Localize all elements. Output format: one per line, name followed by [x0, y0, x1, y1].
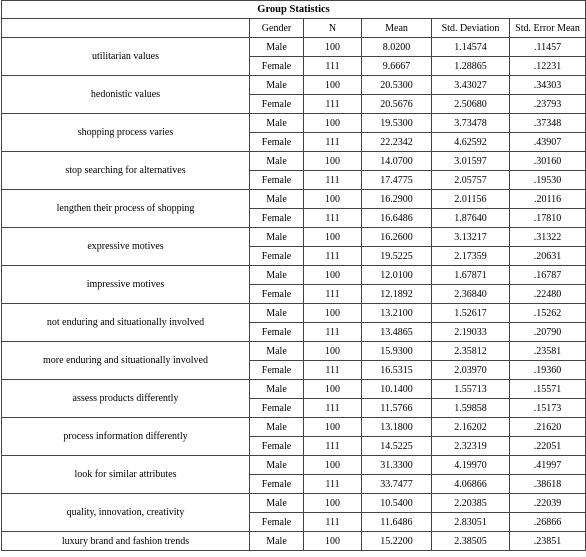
mean-cell: 19.5300 [362, 114, 432, 133]
table-row [2, 380, 586, 399]
gender-cell: Female [250, 95, 304, 114]
gender-cell: Male [250, 342, 304, 361]
std-error-mean-cell: .16787 [510, 266, 586, 285]
table-row [2, 76, 586, 95]
n-cell: 100 [304, 152, 362, 171]
variable-label: look for similar attributes [2, 456, 250, 494]
mean-cell: 10.1400 [362, 380, 432, 399]
mean-cell: 9.6667 [362, 57, 432, 76]
std-error-mean-cell: .22480 [510, 285, 586, 304]
mean-cell: 16.6486 [362, 209, 432, 228]
header-std-error-mean: Std. Error Mean [510, 19, 586, 38]
n-cell: 100 [304, 380, 362, 399]
gender-cell: Male [250, 418, 304, 437]
header-std-deviation: Std. Deviation [432, 19, 510, 38]
mean-cell: 20.5300 [362, 76, 432, 95]
header-variable [2, 19, 250, 38]
std-deviation-cell: 2.83051 [432, 513, 510, 532]
gender-cell: Male [250, 380, 304, 399]
mean-cell: 13.4865 [362, 323, 432, 342]
std-deviation-cell: 1.28865 [432, 57, 510, 76]
n-cell: 111 [304, 323, 362, 342]
gender-cell: Male [250, 304, 304, 323]
std-deviation-cell: 1.59858 [432, 399, 510, 418]
n-cell: 111 [304, 57, 362, 76]
n-cell: 111 [304, 437, 362, 456]
std-deviation-cell: 1.55713 [432, 380, 510, 399]
table-row [2, 190, 586, 209]
std-error-mean-cell: .34303 [510, 76, 586, 95]
n-cell: 111 [304, 171, 362, 190]
mean-cell: 14.5225 [362, 437, 432, 456]
gender-cell: Female [250, 285, 304, 304]
std-deviation-cell: 2.38505 [432, 532, 510, 551]
gender-cell: Female [250, 323, 304, 342]
std-error-mean-cell: .19530 [510, 171, 586, 190]
std-deviation-cell: 3.13217 [432, 228, 510, 247]
n-cell: 100 [304, 456, 362, 475]
std-error-mean-cell: .31322 [510, 228, 586, 247]
gender-cell: Male [250, 494, 304, 513]
std-error-mean-cell: .11457 [510, 38, 586, 57]
variable-label: impressive motives [2, 266, 250, 304]
variable-label: not enduring and situationally involved [2, 304, 250, 342]
table-row [2, 304, 586, 323]
n-cell: 100 [304, 228, 362, 247]
table-row [2, 342, 586, 361]
mean-cell: 14.0700 [362, 152, 432, 171]
variable-label: quality, innovation, creativity [2, 494, 250, 532]
mean-cell: 16.2900 [362, 190, 432, 209]
n-cell: 100 [304, 114, 362, 133]
mean-cell: 13.1800 [362, 418, 432, 437]
std-deviation-cell: 2.36840 [432, 285, 510, 304]
n-cell: 100 [304, 266, 362, 285]
n-cell: 100 [304, 190, 362, 209]
n-cell: 111 [304, 513, 362, 532]
variable-label: process information differently [2, 418, 250, 456]
std-error-mean-cell: .15173 [510, 399, 586, 418]
gender-cell: Female [250, 57, 304, 76]
n-cell: 100 [304, 76, 362, 95]
n-cell: 100 [304, 418, 362, 437]
mean-cell: 16.5315 [362, 361, 432, 380]
gender-cell: Male [250, 228, 304, 247]
variable-label: lengthen their process of shopping [2, 190, 250, 228]
std-deviation-cell: 2.16202 [432, 418, 510, 437]
table-row [2, 228, 586, 247]
mean-cell: 12.1892 [362, 285, 432, 304]
gender-cell: Male [250, 456, 304, 475]
std-deviation-cell: 2.17359 [432, 247, 510, 266]
std-deviation-cell: 2.20385 [432, 494, 510, 513]
std-deviation-cell: 1.52617 [432, 304, 510, 323]
std-error-mean-cell: .15262 [510, 304, 586, 323]
mean-cell: 15.2200 [362, 532, 432, 551]
std-error-mean-cell: .22051 [510, 437, 586, 456]
table-row [2, 152, 586, 171]
std-deviation-cell: 2.01156 [432, 190, 510, 209]
std-error-mean-cell: .26866 [510, 513, 586, 532]
std-deviation-cell: 3.43027 [432, 76, 510, 95]
std-deviation-cell: 3.01597 [432, 152, 510, 171]
mean-cell: 19.5225 [362, 247, 432, 266]
std-error-mean-cell: .30160 [510, 152, 586, 171]
gender-cell: Male [250, 532, 304, 551]
mean-cell: 8.0200 [362, 38, 432, 57]
n-cell: 111 [304, 285, 362, 304]
variable-label: utilitarian values [2, 38, 250, 76]
gender-cell: Male [250, 38, 304, 57]
mean-cell: 22.2342 [362, 133, 432, 152]
n-cell: 111 [304, 133, 362, 152]
table-row [2, 494, 586, 513]
variable-label: hedonistic values [2, 76, 250, 114]
gender-cell: Male [250, 190, 304, 209]
gender-cell: Female [250, 513, 304, 532]
std-error-mean-cell: .20116 [510, 190, 586, 209]
variable-label: expressive motives [2, 228, 250, 266]
table-row [2, 418, 586, 437]
mean-cell: 20.5676 [362, 95, 432, 114]
n-cell: 100 [304, 304, 362, 323]
variable-label: assess products differently [2, 380, 250, 418]
table-row [2, 114, 586, 133]
mean-cell: 10.5400 [362, 494, 432, 513]
table-row [2, 456, 586, 475]
std-error-mean-cell: .20631 [510, 247, 586, 266]
gender-cell: Male [250, 114, 304, 133]
mean-cell: 16.2600 [362, 228, 432, 247]
n-cell: 111 [304, 475, 362, 494]
std-error-mean-cell: .41997 [510, 456, 586, 475]
gender-cell: Male [250, 152, 304, 171]
std-error-mean-cell: .12231 [510, 57, 586, 76]
std-error-mean-cell: .22039 [510, 494, 586, 513]
group-statistics-table [1, 0, 586, 551]
std-deviation-cell: 2.50680 [432, 95, 510, 114]
gender-cell: Female [250, 475, 304, 494]
table-title: Group Statistics [2, 1, 586, 19]
mean-cell: 13.2100 [362, 304, 432, 323]
header-mean: Mean [362, 19, 432, 38]
header-gender: Gender [250, 19, 304, 38]
std-error-mean-cell: .37348 [510, 114, 586, 133]
n-cell: 111 [304, 209, 362, 228]
mean-cell: 11.6486 [362, 513, 432, 532]
mean-cell: 11.5766 [362, 399, 432, 418]
std-deviation-cell: 2.05757 [432, 171, 510, 190]
std-error-mean-cell: .23581 [510, 342, 586, 361]
std-error-mean-cell: .23793 [510, 95, 586, 114]
std-error-mean-cell: .20790 [510, 323, 586, 342]
std-deviation-cell: 1.67871 [432, 266, 510, 285]
mean-cell: 17.4775 [362, 171, 432, 190]
variable-label: shopping process varies [2, 114, 250, 152]
std-error-mean-cell: .23851 [510, 532, 586, 551]
std-deviation-cell: 1.87640 [432, 209, 510, 228]
std-error-mean-cell: .21620 [510, 418, 586, 437]
gender-cell: Male [250, 76, 304, 95]
gender-cell: Female [250, 133, 304, 152]
n-cell: 111 [304, 95, 362, 114]
table-row [2, 266, 586, 285]
std-deviation-cell: 2.19033 [432, 323, 510, 342]
n-cell: 100 [304, 494, 362, 513]
table-row [2, 532, 586, 551]
std-error-mean-cell: .19360 [510, 361, 586, 380]
header-n: N [304, 19, 362, 38]
std-deviation-cell: 4.06866 [432, 475, 510, 494]
std-deviation-cell: 2.03970 [432, 361, 510, 380]
std-deviation-cell: 2.32319 [432, 437, 510, 456]
std-error-mean-cell: .43907 [510, 133, 586, 152]
std-error-mean-cell: .38618 [510, 475, 586, 494]
std-deviation-cell: 3.73478 [432, 114, 510, 133]
std-error-mean-cell: .15571 [510, 380, 586, 399]
n-cell: 111 [304, 361, 362, 380]
std-deviation-cell: 1.14574 [432, 38, 510, 57]
gender-cell: Female [250, 361, 304, 380]
variable-label: stop searching for alternatives [2, 152, 250, 190]
gender-cell: Female [250, 437, 304, 456]
table-row [2, 38, 586, 57]
mean-cell: 15.9300 [362, 342, 432, 361]
variable-label: more enduring and situationally involved [2, 342, 250, 380]
mean-cell: 31.3300 [362, 456, 432, 475]
std-error-mean-cell: .17810 [510, 209, 586, 228]
gender-cell: Female [250, 399, 304, 418]
std-deviation-cell: 2.35812 [432, 342, 510, 361]
n-cell: 111 [304, 399, 362, 418]
gender-cell: Female [250, 247, 304, 266]
gender-cell: Male [250, 266, 304, 285]
n-cell: 100 [304, 38, 362, 57]
variable-label: luxury brand and fashion trends [2, 532, 250, 551]
n-cell: 100 [304, 532, 362, 551]
mean-cell: 12.0100 [362, 266, 432, 285]
std-deviation-cell: 4.62592 [432, 133, 510, 152]
n-cell: 111 [304, 247, 362, 266]
n-cell: 100 [304, 342, 362, 361]
std-deviation-cell: 4.19970 [432, 456, 510, 475]
mean-cell: 33.7477 [362, 475, 432, 494]
gender-cell: Female [250, 171, 304, 190]
gender-cell: Female [250, 209, 304, 228]
